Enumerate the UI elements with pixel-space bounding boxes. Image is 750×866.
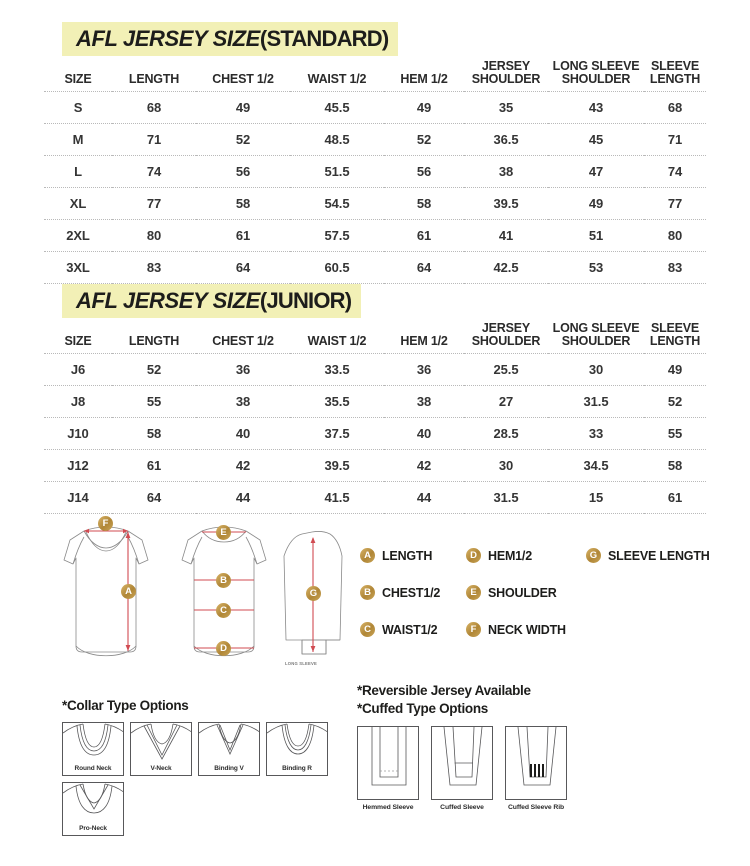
table-row bbox=[44, 156, 706, 188]
table-cell: 83 bbox=[644, 252, 706, 284]
table-cell: J6 bbox=[44, 354, 112, 386]
table-cell: 40 bbox=[384, 418, 464, 450]
table-row bbox=[44, 220, 706, 252]
table-cell: 52 bbox=[384, 124, 464, 156]
junior-size-table bbox=[44, 314, 706, 514]
table-cell: 38 bbox=[464, 156, 548, 188]
table-cell: 44 bbox=[384, 482, 464, 514]
table-cell: L bbox=[44, 156, 112, 188]
table-row bbox=[44, 252, 706, 284]
collar-option-binding-v[interactable] bbox=[198, 722, 260, 776]
legend-item-f bbox=[466, 622, 586, 637]
table-cell: 56 bbox=[196, 156, 290, 188]
standard-title-paren: (STANDARD) bbox=[259, 26, 389, 51]
table-cell: M bbox=[44, 124, 112, 156]
table-cell: 77 bbox=[112, 188, 196, 220]
table-cell: 77 bbox=[644, 188, 706, 220]
cuff-option-label: Cuffed Sleeve bbox=[440, 804, 484, 812]
table-header-row bbox=[44, 314, 706, 354]
table-cell: 68 bbox=[112, 92, 196, 124]
junior-title-paren: (JUNIOR) bbox=[259, 288, 352, 313]
diagram-badge-g: G bbox=[306, 586, 321, 601]
table-cell: 52 bbox=[112, 354, 196, 386]
junior-table-head bbox=[44, 314, 706, 354]
junior-col-header: SLEEVE LENGTH bbox=[644, 314, 706, 354]
legend-item-e bbox=[466, 585, 586, 600]
cuffed-sleeve-icon bbox=[432, 727, 493, 800]
legend-row bbox=[360, 585, 710, 600]
table-cell: 39.5 bbox=[290, 450, 384, 482]
table-cell: 37.5 bbox=[290, 418, 384, 450]
legend-badge-e: E bbox=[466, 585, 481, 600]
table-cell: 74 bbox=[112, 156, 196, 188]
table-cell: 58 bbox=[644, 450, 706, 482]
legend-badge-a: A bbox=[360, 548, 375, 563]
reversible-jersey-note: *Reversible Jersey Available bbox=[357, 683, 531, 698]
collar-option-label: Pro-Neck bbox=[79, 825, 107, 833]
collar-options-section bbox=[62, 697, 328, 836]
table-cell: 57.5 bbox=[290, 220, 384, 252]
junior-title bbox=[62, 284, 361, 318]
legend-badge-c: C bbox=[360, 622, 375, 637]
table-row bbox=[44, 418, 706, 450]
cuffed-sleeve-rib-icon bbox=[506, 727, 567, 800]
table-cell: 64 bbox=[196, 252, 290, 284]
table-cell: 41 bbox=[464, 220, 548, 252]
cuff-options-section bbox=[357, 682, 567, 811]
standard-title bbox=[62, 22, 398, 56]
table-cell: 28.5 bbox=[464, 418, 548, 450]
table-cell: 61 bbox=[384, 220, 464, 252]
legend-row bbox=[360, 622, 710, 637]
table-cell: 71 bbox=[644, 124, 706, 156]
legend-badge-g: G bbox=[586, 548, 601, 563]
legend-label-d: HEM1/2 bbox=[488, 548, 532, 563]
legend-label-g: SLEEVE LENGTH bbox=[608, 548, 710, 563]
standard-col-header: LENGTH bbox=[112, 52, 196, 92]
measurement-legend bbox=[360, 548, 710, 659]
table-cell: 71 bbox=[112, 124, 196, 156]
table-cell: 80 bbox=[644, 220, 706, 252]
table-cell: 61 bbox=[196, 220, 290, 252]
legend-label-b: CHEST1/2 bbox=[382, 585, 441, 600]
table-cell: 52 bbox=[196, 124, 290, 156]
table-cell: 42.5 bbox=[464, 252, 548, 284]
table-row bbox=[44, 450, 706, 482]
collar-option-round-neck[interactable] bbox=[62, 722, 124, 776]
table-cell: 55 bbox=[112, 386, 196, 418]
cuff-option-label: Cuffed Sleeve Rib bbox=[507, 804, 565, 812]
standard-table-body bbox=[44, 92, 706, 284]
standard-col-header: SIZE bbox=[44, 52, 112, 92]
jersey-diagrams bbox=[40, 518, 350, 678]
table-cell: 45.5 bbox=[290, 92, 384, 124]
table-cell: 34.5 bbox=[548, 450, 644, 482]
table-cell: 33 bbox=[548, 418, 644, 450]
table-cell: 47 bbox=[548, 156, 644, 188]
table-cell: 49 bbox=[548, 188, 644, 220]
table-row bbox=[44, 92, 706, 124]
legend-item-d bbox=[466, 548, 586, 563]
table-cell: 49 bbox=[644, 354, 706, 386]
table-cell: 61 bbox=[112, 450, 196, 482]
cuff-options-heading: *Cuffed Type Options bbox=[357, 701, 488, 717]
table-cell: 40 bbox=[196, 418, 290, 450]
diagram-badge-d: D bbox=[216, 641, 231, 656]
table-cell: 2XL bbox=[44, 220, 112, 252]
legend-item-a bbox=[360, 548, 466, 563]
table-cell: 35 bbox=[464, 92, 548, 124]
table-cell: XL bbox=[44, 188, 112, 220]
standard-col-header: WAIST 1/2 bbox=[290, 52, 384, 92]
cuff-option-cuffed-sleeve[interactable] bbox=[431, 726, 493, 800]
legend-badge-f: F bbox=[466, 622, 481, 637]
legend-badge-d: D bbox=[466, 548, 481, 563]
table-cell: 36.5 bbox=[464, 124, 548, 156]
table-cell: 43 bbox=[548, 92, 644, 124]
collar-option-v-neck[interactable] bbox=[130, 722, 192, 776]
junior-col-header: LONG SLEEVE SHOULDER bbox=[548, 314, 644, 354]
table-cell: 60.5 bbox=[290, 252, 384, 284]
cuff-options-captions bbox=[357, 804, 567, 811]
table-cell: 25.5 bbox=[464, 354, 548, 386]
table-cell: 39.5 bbox=[464, 188, 548, 220]
table-cell: 48.5 bbox=[290, 124, 384, 156]
table-row bbox=[44, 354, 706, 386]
table-cell: 30 bbox=[548, 354, 644, 386]
collar-option-label: V-Neck bbox=[150, 765, 172, 773]
table-cell: 30 bbox=[464, 450, 548, 482]
table-cell: 68 bbox=[644, 92, 706, 124]
legend-item-b bbox=[360, 585, 466, 600]
table-cell: 56 bbox=[384, 156, 464, 188]
table-cell: 3XL bbox=[44, 252, 112, 284]
standard-col-header: SLEEVE LENGTH bbox=[644, 52, 706, 92]
table-cell: 42 bbox=[384, 450, 464, 482]
standard-title-main: AFL JERSEY SIZE bbox=[76, 26, 260, 51]
cuff-option-hemmed-sleeve[interactable] bbox=[357, 726, 419, 800]
legend-item-c bbox=[360, 622, 466, 637]
junior-table-body bbox=[44, 354, 706, 514]
table-cell: 83 bbox=[112, 252, 196, 284]
table-row bbox=[44, 386, 706, 418]
table-cell: 27 bbox=[464, 386, 548, 418]
table-cell: 49 bbox=[196, 92, 290, 124]
table-cell: 74 bbox=[644, 156, 706, 188]
diagram-badge-b: B bbox=[216, 573, 231, 588]
table-cell: 31.5 bbox=[464, 482, 548, 514]
diagram-badge-e: E bbox=[216, 525, 231, 540]
collar-option-label: Binding R bbox=[282, 765, 312, 773]
table-cell: 55 bbox=[644, 418, 706, 450]
table-header-row bbox=[44, 52, 706, 92]
table-row bbox=[44, 124, 706, 156]
table-cell: 36 bbox=[384, 354, 464, 386]
standard-col-header: CHEST 1/2 bbox=[196, 52, 290, 92]
table-cell: 31.5 bbox=[548, 386, 644, 418]
collar-options-row-2 bbox=[62, 782, 328, 836]
collar-option-binding-r[interactable] bbox=[266, 722, 328, 776]
cuff-options-row bbox=[357, 726, 567, 800]
table-cell: 45 bbox=[548, 124, 644, 156]
junior-col-header: SIZE bbox=[44, 314, 112, 354]
junior-col-header: HEM 1/2 bbox=[384, 314, 464, 354]
table-cell: J12 bbox=[44, 450, 112, 482]
table-cell: 38 bbox=[384, 386, 464, 418]
legend-label-e: SHOULDER bbox=[488, 585, 557, 600]
table-cell: 38 bbox=[196, 386, 290, 418]
table-cell: 42 bbox=[196, 450, 290, 482]
table-cell: 33.5 bbox=[290, 354, 384, 386]
hemmed-sleeve-icon bbox=[358, 727, 419, 800]
collar-option-pro-neck[interactable] bbox=[62, 782, 124, 836]
legend-item-g bbox=[586, 548, 710, 563]
table-cell: 64 bbox=[112, 482, 196, 514]
table-cell: 58 bbox=[196, 188, 290, 220]
collar-options-heading: *Collar Type Options bbox=[62, 698, 189, 713]
table-cell: J8 bbox=[44, 386, 112, 418]
diagram-badge-c: C bbox=[216, 603, 231, 618]
standard-col-header: HEM 1/2 bbox=[384, 52, 464, 92]
standard-table-head bbox=[44, 52, 706, 92]
table-cell: 58 bbox=[384, 188, 464, 220]
junior-col-header: CHEST 1/2 bbox=[196, 314, 290, 354]
table-cell: 49 bbox=[384, 92, 464, 124]
junior-col-header: LENGTH bbox=[112, 314, 196, 354]
standard-col-header: LONG SLEEVE SHOULDER bbox=[548, 52, 644, 92]
diagram-badge-f: F bbox=[98, 516, 113, 531]
table-cell: 58 bbox=[112, 418, 196, 450]
table-cell: 51 bbox=[548, 220, 644, 252]
standard-size-table bbox=[44, 52, 706, 284]
table-cell: 35.5 bbox=[290, 386, 384, 418]
table-cell: J10 bbox=[44, 418, 112, 450]
collar-option-label: Round Neck bbox=[74, 765, 112, 773]
collar-options-row-1 bbox=[62, 722, 328, 776]
legend-label-f: NECK WIDTH bbox=[488, 622, 566, 637]
table-cell: 15 bbox=[548, 482, 644, 514]
legend-badge-b: B bbox=[360, 585, 375, 600]
cuff-option-cuffed-sleeve-rib[interactable] bbox=[505, 726, 567, 800]
jersey-diagram-svg bbox=[40, 518, 350, 678]
legend-label-c: WAIST1/2 bbox=[382, 622, 438, 637]
table-cell: S bbox=[44, 92, 112, 124]
table-row bbox=[44, 188, 706, 220]
table-cell: J14 bbox=[44, 482, 112, 514]
table-cell: 80 bbox=[112, 220, 196, 252]
table-row bbox=[44, 482, 706, 514]
table-cell: 36 bbox=[196, 354, 290, 386]
table-cell: 52 bbox=[644, 386, 706, 418]
legend-row bbox=[360, 548, 710, 563]
table-cell: 54.5 bbox=[290, 188, 384, 220]
junior-title-main: AFL JERSEY SIZE bbox=[76, 288, 260, 313]
standard-col-header: JERSEY SHOULDER bbox=[464, 52, 548, 92]
cuff-option-label: Hemmed Sleeve bbox=[362, 804, 414, 812]
legend-label-a: LENGTH bbox=[382, 548, 433, 563]
junior-col-header: JERSEY SHOULDER bbox=[464, 314, 548, 354]
table-cell: 61 bbox=[644, 482, 706, 514]
junior-col-header: WAIST 1/2 bbox=[290, 314, 384, 354]
table-cell: 51.5 bbox=[290, 156, 384, 188]
long-sleeve-caption: LONG SLEEVE bbox=[285, 661, 317, 666]
table-cell: 53 bbox=[548, 252, 644, 284]
table-cell: 41.5 bbox=[290, 482, 384, 514]
collar-option-label: Binding V bbox=[214, 765, 244, 773]
table-cell: 44 bbox=[196, 482, 290, 514]
table-cell: 64 bbox=[384, 252, 464, 284]
diagram-badge-a: A bbox=[121, 584, 136, 599]
